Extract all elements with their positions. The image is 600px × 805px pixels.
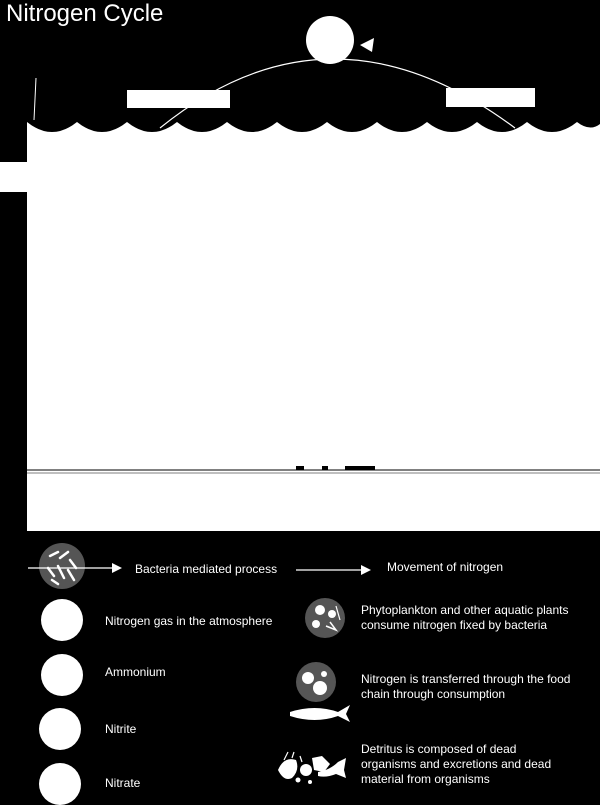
detritus-icon bbox=[278, 752, 346, 784]
atmosphere-nitrogen-circle-icon bbox=[306, 16, 354, 64]
sediment-mark bbox=[322, 466, 328, 470]
sediment-mark bbox=[296, 466, 304, 470]
legend-bacteria-process-label: Bacteria mediated process bbox=[135, 562, 278, 576]
nitrate-circle-icon bbox=[39, 763, 81, 805]
nitrite-circle-icon bbox=[39, 708, 81, 750]
legend-phytoplankton-label: Phytoplankton and other aquatic plants consume nitrogen fixed by bacteria bbox=[361, 603, 569, 632]
arc-arrowhead-icon bbox=[360, 38, 374, 52]
legend-detritus-label: Detritus is composed of dead organisms and excretions and dead material from organisms bbox=[361, 742, 552, 786]
legend-nitrate-label: Nitrate bbox=[105, 776, 141, 790]
fish-icon bbox=[290, 705, 350, 722]
movement-arrow-icon bbox=[296, 565, 371, 575]
ammonium-circle-icon bbox=[41, 654, 83, 696]
bacteria-icon bbox=[39, 543, 85, 589]
left-vertical-line bbox=[34, 78, 36, 120]
left-side-tab bbox=[0, 162, 28, 192]
legend-food-chain-label: Nitrogen is transferred through the food chain through consumption bbox=[361, 672, 571, 701]
left-arc-label-box bbox=[127, 90, 230, 108]
right-arc-label-box bbox=[446, 88, 535, 107]
nitrogen-gas-circle-icon bbox=[41, 599, 83, 641]
legend-ammonium-label: Ammonium bbox=[105, 665, 166, 679]
sediment-mark bbox=[345, 466, 375, 470]
phytoplankton-icon bbox=[305, 598, 345, 638]
legend-nitrite-label: Nitrite bbox=[105, 722, 137, 736]
legend-nitrogen-gas-label: Nitrogen gas in the atmosphere bbox=[105, 614, 273, 628]
legend-movement-label: Movement of nitrogen bbox=[387, 560, 504, 574]
diagram-title: Nitrogen Cycle bbox=[6, 0, 164, 27]
food-chain-icon bbox=[296, 662, 336, 702]
